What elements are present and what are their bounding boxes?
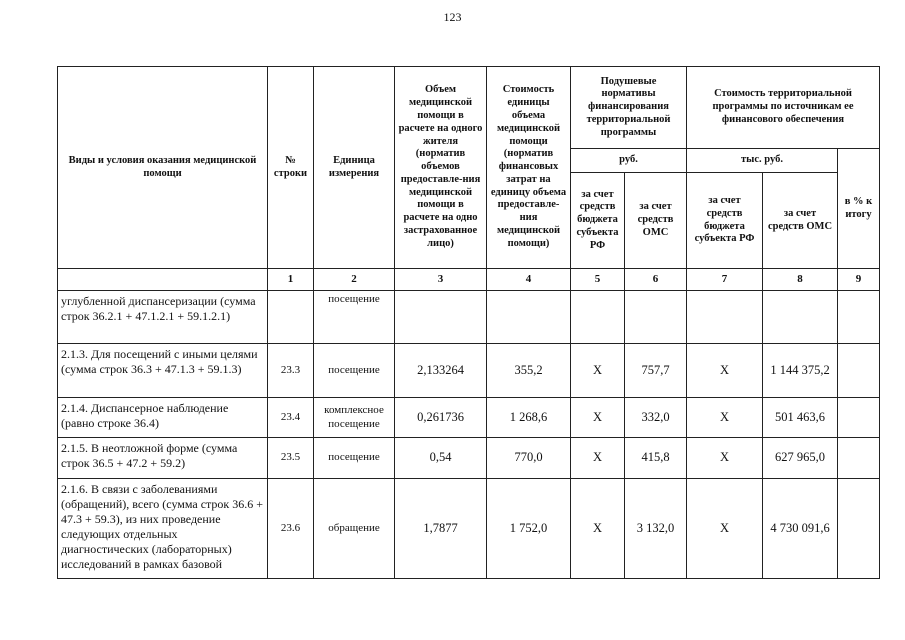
row-col8: 627 965,0 <box>763 438 838 479</box>
row-unit: комплексное посещение <box>314 398 395 438</box>
table-row <box>58 344 880 398</box>
header-oms-thousand: за счет средств ОМС <box>763 173 838 269</box>
header-budget-subject-thousand: за счет средств бюджета субъекта РФ <box>687 173 763 269</box>
row-label: 2.1.5. В неотложной форме (сумма строк 36.5 + 47.2 + 59.2) <box>58 438 268 479</box>
row-cost: 355,2 <box>487 344 571 398</box>
row-col8: 501 463,6 <box>763 398 838 438</box>
row-col5: Х <box>571 438 625 479</box>
header-rub: руб. <box>571 149 687 173</box>
row-label: 2.1.4. Диспансерное наблюдение (равно строке 36.4) <box>58 398 268 438</box>
row-volume: 1,7877 <box>395 479 487 579</box>
row-col5: Х <box>571 344 625 398</box>
row-col7 <box>687 291 763 344</box>
column-number: 4 <box>487 269 571 291</box>
row-code: 23.6 <box>268 479 314 579</box>
column-number: 9 <box>838 269 880 291</box>
row-col9 <box>838 398 880 438</box>
row-volume <box>395 291 487 344</box>
row-col7: Х <box>687 479 763 579</box>
header-budget-subject: за счет средств бюджета субъекта РФ <box>571 173 625 269</box>
row-col6: 332,0 <box>625 398 687 438</box>
column-number: 8 <box>763 269 838 291</box>
header-percent-of-total: в % к итогу <box>838 149 880 269</box>
column-number: 1 <box>268 269 314 291</box>
row-col8: 4 730 091,6 <box>763 479 838 579</box>
row-cost: 1 268,6 <box>487 398 571 438</box>
row-col9 <box>838 438 880 479</box>
row-cost: 770,0 <box>487 438 571 479</box>
header-thousand-rub: тыс. руб. <box>687 149 838 173</box>
row-code: 23.3 <box>268 344 314 398</box>
header-program-cost-by-source: Стоимость территориальной программы по источникам ее финансового обеспечения <box>687 67 880 149</box>
row-volume: 0,54 <box>395 438 487 479</box>
table-row <box>58 291 880 344</box>
row-unit: обращение <box>314 479 395 579</box>
row-col8: 1 144 375,2 <box>763 344 838 398</box>
row-col6 <box>625 291 687 344</box>
table-row <box>58 438 880 479</box>
row-col5: Х <box>571 398 625 438</box>
header-types-of-care: Виды и условия оказания медицинской помощи <box>58 67 268 269</box>
row-col5: Х <box>571 479 625 579</box>
row-unit: посещение <box>314 344 395 398</box>
row-col5 <box>571 291 625 344</box>
row-col9 <box>838 479 880 579</box>
row-col7: Х <box>687 344 763 398</box>
table-row <box>58 398 880 438</box>
column-number: 2 <box>314 269 395 291</box>
row-label: 2.1.6. В связи с заболеваниями (обращений), всего (сумма строк 36.6 + 47.3 + 59.3), из них проведение следующих отдельных диагностических (лабораторных) исследований в рамках базовой <box>58 479 268 579</box>
row-code: 23.4 <box>268 398 314 438</box>
header-oms: за счет средств ОМС <box>625 173 687 269</box>
row-col7: Х <box>687 398 763 438</box>
row-col7: Х <box>687 438 763 479</box>
row-code: 23.5 <box>268 438 314 479</box>
column-number: 7 <box>687 269 763 291</box>
header-per-capita-standards: Подушевые нормативы финансирования территориальной программы <box>571 67 687 149</box>
column-number: 6 <box>625 269 687 291</box>
row-volume: 0,261736 <box>395 398 487 438</box>
column-number: 3 <box>395 269 487 291</box>
row-col6: 3 132,0 <box>625 479 687 579</box>
row-volume: 2,133264 <box>395 344 487 398</box>
row-col9 <box>838 344 880 398</box>
column-number: 5 <box>571 269 625 291</box>
territorial-program-table <box>57 66 880 579</box>
column-number <box>58 269 268 291</box>
row-unit: посещение <box>314 291 395 344</box>
row-label: углубленной диспансеризации (сумма строк 36.2.1 + 47.1.2.1 + 59.1.2.1) <box>58 291 268 344</box>
table-row <box>58 479 880 579</box>
row-label: 2.1.3. Для посещений с иными целями (сумма строк 36.3 + 47.1.3 + 59.1.3) <box>58 344 268 398</box>
row-cost <box>487 291 571 344</box>
header-unit-cost: Стоимость единицы объема медицинской помощи (норматив финансовых затрат на единицу объема предоставле-ния медицинской помощи) <box>487 67 571 269</box>
column-number-row <box>58 269 880 291</box>
header-row-number: № строки <box>268 67 314 269</box>
row-col8 <box>763 291 838 344</box>
row-unit: посещение <box>314 438 395 479</box>
header-unit: Единица измерения <box>314 67 395 269</box>
row-cost: 1 752,0 <box>487 479 571 579</box>
row-col6: 415,8 <box>625 438 687 479</box>
page-number: 123 <box>443 10 462 24</box>
row-col6: 757,7 <box>625 344 687 398</box>
row-code <box>268 291 314 344</box>
row-col9 <box>838 291 880 344</box>
header-volume: Объем медицинской помощи в расчете на одного жителя (норматив объемов предоставле-ния медицинской помощи в расчете на одно застрахованное лицо) <box>395 67 487 269</box>
